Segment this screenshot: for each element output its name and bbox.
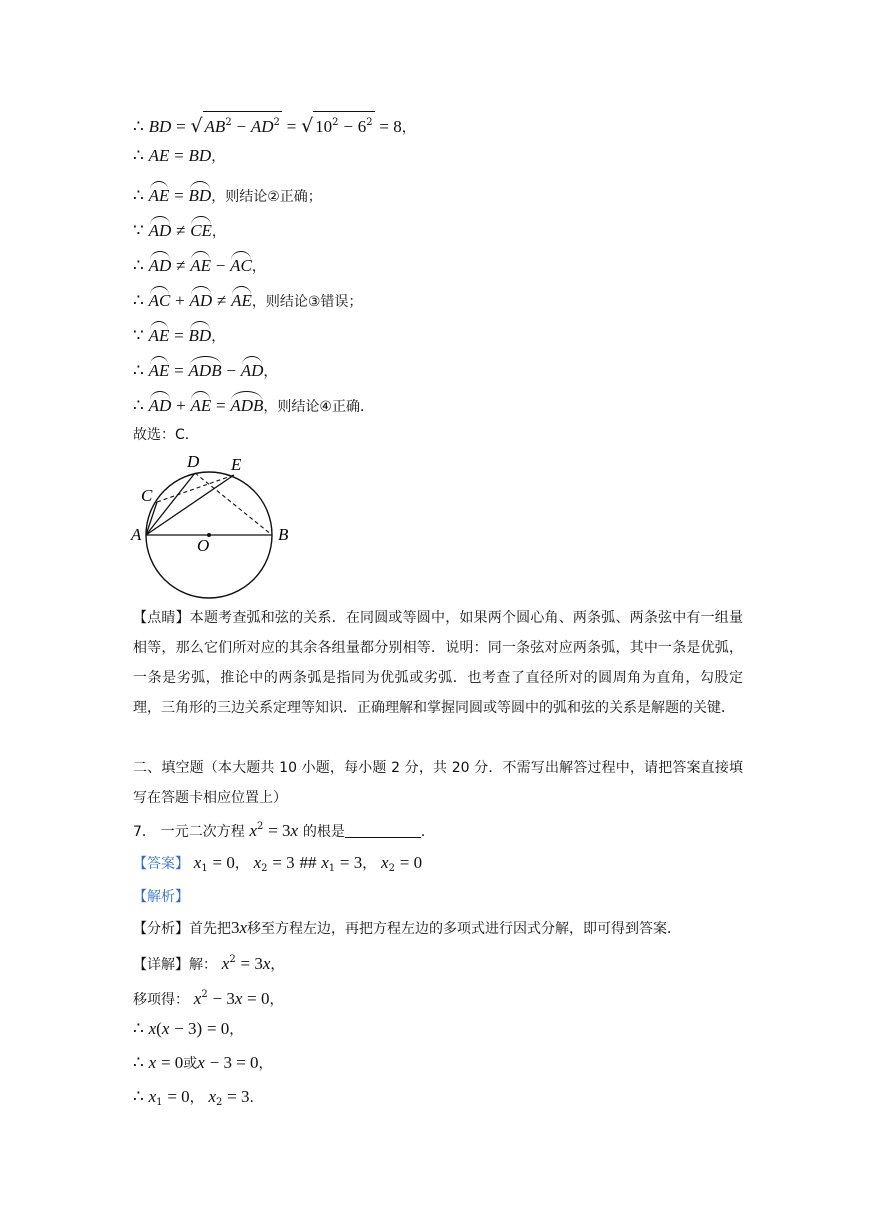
yixiang-line: 移项得： $x^2 - 3x = 0$， <box>133 989 284 1008</box>
label-b: B <box>278 525 289 544</box>
choose-answer: 故选：C． <box>133 427 199 443</box>
answer-blank <box>345 823 421 838</box>
q7-number: 7． <box>133 824 156 840</box>
label-d: D <box>187 452 200 471</box>
circle-figure <box>128 450 298 602</box>
conclusion-2-text: ，则结论②正确； <box>211 189 322 205</box>
xiangjie-line: 【详解】解： $x^2 = 3x$， <box>133 954 285 973</box>
answer-tag: 【答案】 <box>133 856 189 872</box>
conclusion-3-text: ，则结论③错误； <box>251 294 363 310</box>
eq-arc-ae-equals-arc-bd: ∴ AE = BD，则结论②正确； <box>133 181 322 208</box>
label-a: A <box>131 525 142 544</box>
chord-ae <box>146 475 234 535</box>
fenxi-line: 【分析】首先把3x移至方程左边，再把方程左边的多项式进行因式分解，即可得到答案． <box>133 918 682 937</box>
eq-arc-ad-neq-arc-ce: ∵ AD ≠ CE， <box>133 216 226 243</box>
dashed-ce <box>157 475 234 502</box>
factor-line: ∴ x(x − 3) = 0， <box>133 1019 244 1038</box>
answer-separator: ## <box>299 853 317 872</box>
label-e: E <box>231 455 242 474</box>
eq-bd-length: ∴ BD = √ $AB^2 - AD^2$ = √ $10^2 - 6^2 = 8$， <box>133 111 416 139</box>
dianjing-tag: 【点睛】 <box>133 610 190 626</box>
eq-arc-ae-diff: ∴ AE = ADB − AD， <box>133 356 277 383</box>
label-o: O <box>197 536 210 555</box>
q7-suffix: 的根是 <box>302 824 345 840</box>
q7-prefix: 一元二次方程 <box>160 824 245 840</box>
section-2-heading: 二、填空题（本大题共 10 小题，每小题 2 分，共 20 分．不需写出解答过程中，请把答案直接填写在答题卡相应位置上） <box>133 760 743 806</box>
eq-ae-equals-bd: ∴ AE = BD， <box>133 146 226 165</box>
answer-line: 【答案】 $x_1 = 0$， $x_2 = 3$ ## $x_1 = 3$， $x_2 = 0$ <box>133 853 423 874</box>
question-7: 7． 一元二次方程 $x^2 = 3x$ 的根是 ． <box>133 821 435 840</box>
roots-line: ∴ $x_1 = 0$， $x_2 = 3$． <box>133 1087 264 1108</box>
eq-arc-sum-equals: ∴ AD + AE = ADB，则结论④正确． <box>133 391 374 418</box>
label-c: C <box>141 486 153 505</box>
analysis-tag: 【解析】 <box>133 889 189 905</box>
conclusion-4-text: ，则结论④正确． <box>263 399 374 415</box>
cases-line: ∴ x = 0或x − 3 = 0， <box>133 1053 273 1072</box>
dashed-db <box>195 473 272 535</box>
dianjing-text: 本题考查弧和弦的关系．在同圆或等圆中，如果两个圆心角、两条弧、两条弦中有一组量相等，那么它们所对应的其余各组量都分别相等．说明：同一条弦对应两条弧，其中一条是优弧，一条是劣弧，推论中的两条弧是指同为优弧或劣弧．也考查了直径所对的圆周角为直角，勾股定理，三角形的三边关系定理等知识．正确理解和掌握同圆或等圆中的弧和弦的关系是解题的关键． <box>133 610 744 716</box>
chord-ad <box>146 473 195 535</box>
eq-arc-ad-neq-diff: ∴ AD ≠ AE − AC， <box>133 251 266 278</box>
eq-arc-ae-equals-arc-bd-2: ∵ AE = BD， <box>133 321 225 348</box>
dianjing-paragraph <box>133 603 743 723</box>
eq-arc-sum-neq: ∴ AC + AD ≠ AE，则结论③错误； <box>133 286 362 313</box>
